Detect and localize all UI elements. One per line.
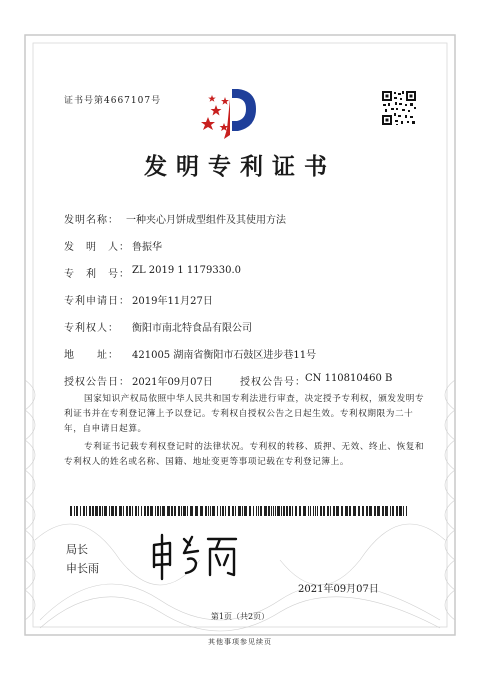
invention-name-value: 一种夹心月饼成型组件及其使用方法 — [126, 215, 286, 226]
page-number: 第1页（共2页） — [210, 612, 270, 621]
address-value: 421005 湖南省衡阳市石鼓区进步巷11号 — [132, 350, 317, 361]
application-date-label: 专利申请日： — [64, 296, 130, 307]
certificate-statement: 国家知识产权局依照中华人民共和国专利法进行审查，决定授予专利权，颁发发明专利证书并在专利登记簿上予以登记。专利权自授权公告之日起生效。专利权期限为二十年，自申请日起算。 — [64, 394, 425, 434]
inventor-value: 鲁振华 — [132, 242, 162, 253]
application-date-value: 2019年11月27日 — [132, 296, 213, 307]
grant-date-label: 授权公告日： — [64, 377, 130, 388]
address-label: 地 址： — [64, 350, 119, 361]
patentee-value: 衡阳市南北特食品有限公司 — [132, 323, 252, 334]
patent-number-value: ZL 2019 1 1179330.0 — [132, 265, 242, 276]
legal-note: 专利证书记载专利权登记时的法律状况。专利权的转移、质押、无效、终止、恢复和专利权人的姓名或名称、国籍、地址变更等事项记载在专利登记簿上。 — [64, 442, 425, 467]
grant-number-label: 授权公告号： — [240, 377, 306, 388]
qr-code — [381, 90, 417, 126]
barcode — [70, 506, 410, 516]
patent-number-label: 专 利 号： — [64, 269, 130, 280]
signer-name: 申长雨 — [66, 562, 99, 575]
handwritten-signature — [148, 527, 244, 583]
grant-date-value: 2021年09月07日 — [132, 377, 213, 388]
sign-date: 2021年09月07日 — [298, 584, 379, 595]
patentee-label: 专利权人： — [64, 323, 119, 334]
certificate-number: 证书号第4667107号 — [64, 96, 162, 106]
patent-office-emblem-icon — [200, 85, 260, 141]
grant-number-value: CN 110810460 B — [305, 373, 393, 384]
footer-note: 其他事项参见续页 — [208, 638, 272, 646]
invention-name-label: 发明名称： — [64, 215, 119, 226]
inventor-label: 发 明 人： — [64, 242, 130, 253]
page-title: 发明专利证书 — [144, 153, 336, 180]
signer-title: 局长 — [66, 543, 88, 556]
